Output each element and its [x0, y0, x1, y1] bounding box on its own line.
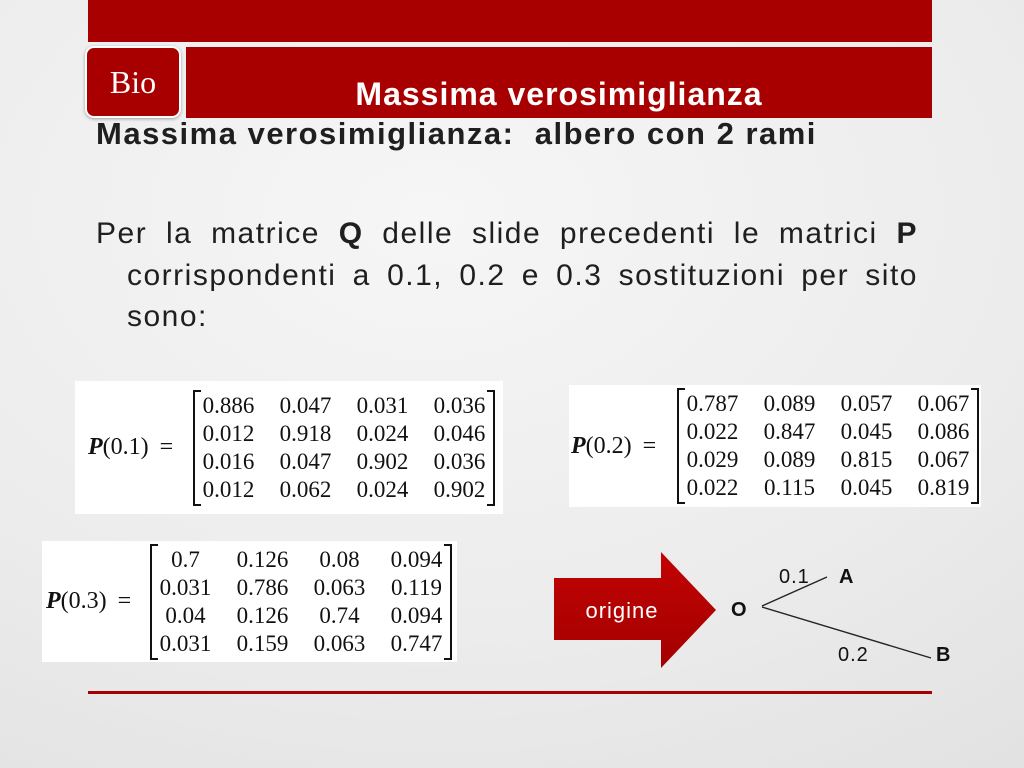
matrix-cell: 0.902 — [356, 448, 409, 474]
matrix-cell: 0.022 — [686, 475, 739, 500]
matrix-argument: (0.2) — [585, 432, 632, 459]
matrix-symbol: P — [88, 434, 103, 460]
matrix-cell: 0.047 — [279, 448, 332, 474]
matrix-cell: 0.126 — [236, 602, 289, 628]
matrix-cell: 0.047 — [279, 392, 332, 418]
right-bracket — [971, 388, 979, 504]
matrix-p-0-1 — [75, 381, 503, 514]
matrix-label — [88, 434, 180, 461]
footer-divider — [88, 691, 932, 694]
matrix-symbol: P — [46, 588, 61, 614]
branch-b-length: 0.2 — [838, 644, 869, 666]
equals-sign: = — [117, 588, 132, 614]
matrix-cell: 0.086 — [917, 419, 970, 444]
matrix-cell: 0.036 — [433, 392, 486, 418]
matrix-cell: 0.031 — [159, 574, 212, 600]
slide-title: Massima verosimiglianza — [355, 76, 763, 112]
matrix-cell: 0.786 — [236, 574, 289, 600]
matrix-cell: 0.094 — [390, 546, 443, 572]
matrix-cell: 0.024 — [356, 476, 409, 502]
bio-logo-box — [85, 46, 181, 118]
matrix-cell: 0.04 — [165, 602, 206, 628]
left-bracket — [193, 390, 201, 506]
right-bracket — [487, 390, 495, 506]
matrix-symbol: P — [571, 432, 586, 459]
matrix-cell: 0.057 — [840, 391, 893, 416]
matrix-grid — [201, 392, 487, 504]
matrix-cell: 0.115 — [764, 475, 815, 500]
matrix-body — [193, 392, 495, 504]
matrix-body — [150, 546, 452, 658]
bold-symbol-p: P — [896, 217, 919, 250]
matrix-cell: 0.787 — [686, 391, 739, 416]
matrix-cell: 0.747 — [390, 630, 443, 656]
matrix-cell: 0.012 — [202, 420, 255, 446]
matrix-label — [46, 588, 141, 615]
paragraph-line: sono: — [127, 300, 208, 333]
matrix-cell: 0.126 — [236, 546, 289, 572]
matrix-cell: 0.067 — [917, 391, 970, 416]
right-bracket — [444, 544, 452, 660]
body-paragraph — [96, 213, 918, 338]
matrix-cell: 0.119 — [391, 574, 442, 600]
matrix-cell: 0.902 — [433, 476, 486, 502]
matrix-label — [571, 433, 665, 460]
left-bracket — [150, 544, 158, 660]
matrix-argument: (0.3) — [60, 588, 107, 614]
matrix-cell: 0.036 — [433, 448, 486, 474]
paragraph-line — [96, 213, 918, 255]
matrix-cell: 0.7 — [171, 546, 200, 572]
matrix-cell: 0.819 — [917, 475, 970, 500]
matrix-body — [677, 390, 979, 502]
branch-a-length: 0.1 — [779, 566, 810, 588]
leaf-a-label: A — [839, 566, 854, 588]
matrix-cell: 0.045 — [840, 419, 893, 444]
matrix-cell: 0.045 — [840, 475, 893, 500]
matrix-cell: 0.089 — [763, 391, 816, 416]
logo-text: Bio — [109, 64, 157, 100]
slide-subtitle: Massima verosimiglianza: albero con 2 rami — [96, 116, 817, 151]
title-bar — [186, 47, 932, 118]
matrix-cell: 0.886 — [202, 392, 255, 418]
matrix-cell: 0.063 — [313, 630, 366, 656]
paragraph-text: delle slide precedenti le matrici — [363, 217, 897, 250]
matrix-cell: 0.062 — [279, 476, 332, 502]
matrix-argument: (0.1) — [102, 434, 149, 460]
matrix-grid — [685, 390, 971, 502]
left-bracket — [677, 388, 685, 504]
matrix-cell: 0.067 — [917, 447, 970, 472]
paragraph-text: Per la matrice — [96, 217, 339, 250]
matrix-cell: 0.012 — [202, 476, 255, 502]
matrix-grid — [158, 546, 444, 658]
paragraph-line: corrispondenti a 0.1, 0.2 e 0.3 sostituzioni per sito — [127, 258, 918, 292]
matrix-cell: 0.024 — [356, 420, 409, 446]
matrix-cell: 0.031 — [159, 630, 212, 656]
matrix-cell: 0.815 — [840, 447, 893, 472]
matrix-p-0-3 — [42, 541, 457, 662]
equals-sign: = — [159, 434, 174, 460]
arrow-label: origine — [585, 598, 659, 623]
matrix-p-0-2 — [569, 385, 981, 507]
matrix-cell: 0.016 — [202, 448, 255, 474]
matrix-cell: 0.159 — [236, 630, 289, 656]
matrix-cell: 0.046 — [433, 420, 486, 446]
matrix-cell: 0.031 — [356, 392, 409, 418]
matrix-cell: 0.029 — [686, 447, 739, 472]
leaf-b-label: B — [936, 644, 951, 666]
matrix-cell: 0.847 — [763, 419, 816, 444]
matrix-cell: 0.022 — [686, 419, 739, 444]
equals-sign: = — [642, 432, 657, 459]
root-node-label: O — [731, 599, 747, 621]
matrix-cell: 0.089 — [763, 447, 816, 472]
matrix-cell: 0.094 — [390, 602, 443, 628]
matrix-cell: 0.918 — [279, 420, 332, 446]
matrix-cell: 0.063 — [313, 574, 366, 600]
bold-symbol-q: Q — [338, 217, 364, 250]
matrix-cell: 0.08 — [319, 546, 360, 572]
matrix-cell: 0.74 — [319, 602, 360, 628]
top-banner — [88, 0, 932, 42]
